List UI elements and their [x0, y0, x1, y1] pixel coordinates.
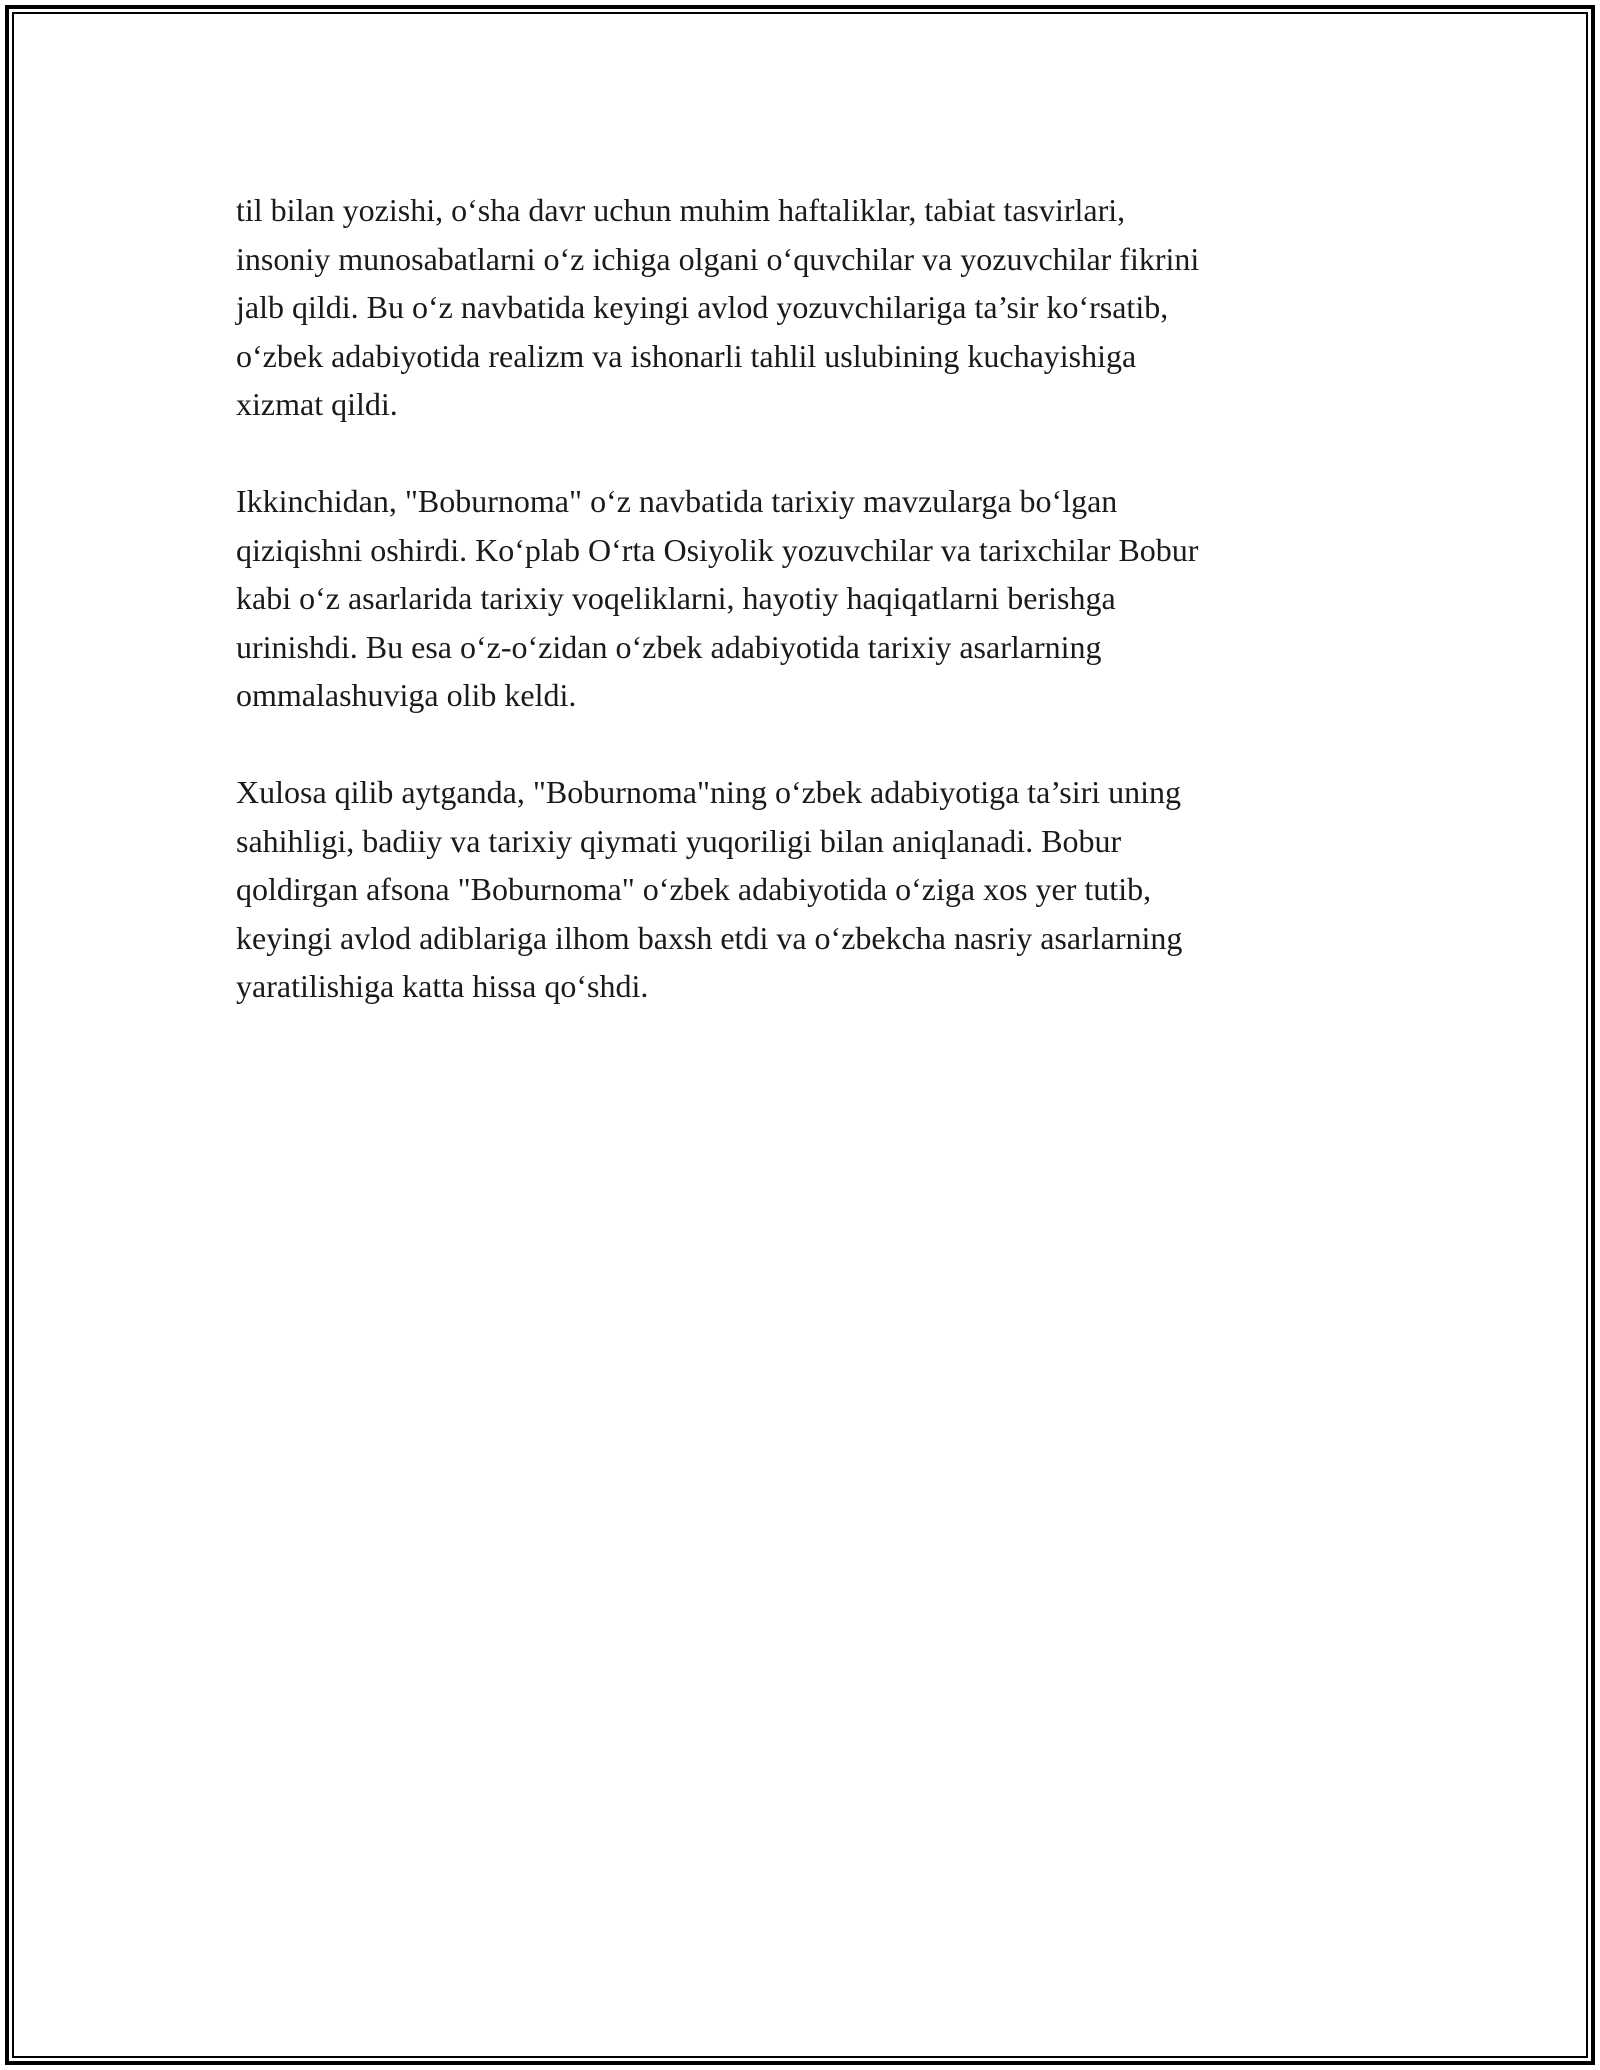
document-body: [236, 186, 1376, 1059]
paragraph-1: til bilan yozishi, o‘sha davr uchun muhim haftaliklar, tabiat tasvirlari, insoniy munosabatlarni o‘z ichiga olgani o‘quvchilar va yozuvchilar fikrini jalb qildi. Bu o‘z navbatida keyingi avlod yozuvchilariga ta’sir ko‘rsatib, o‘zbek adabiyotida realizm va ishonarli tahlil uslubining kuchayishiga xizmat qildi.: [236, 192, 1200, 422]
paragraph-2: Ikkinchidan, "Boburnoma" o‘z navbatida tarixiy mavzularga bo‘lgan qiziqishni oshirdi. Ko‘plab O‘rta Osiyolik yozuvchilar va tarixchilar Bobur kabi o‘z asarlarida tarixiy voqeliklarni, hayotiy haqiqatlarni berishga urinishdi. Bu esa o‘z-o‘zidan o‘zbek adabiyotida tarixiy asarlarning ommalashuviga olib keldi.: [236, 483, 1199, 713]
paragraph-3: Xulosa qilib aytganda, "Boburnoma"ning o‘zbek adabiyotiga ta’siri uning sahihligi, badiiy va tarixiy qiymati yuqoriligi bilan aniqlanadi. Bobur qoldirgan afsona "Boburnoma" o‘zbek adabiyotida o‘ziga xos yer tutib, keyingi avlod adiblariga ilhom baxsh etdi va o‘zbekcha nasriy asarlarning yaratilishiga katta hissa qo‘shdi.: [236, 774, 1183, 1004]
